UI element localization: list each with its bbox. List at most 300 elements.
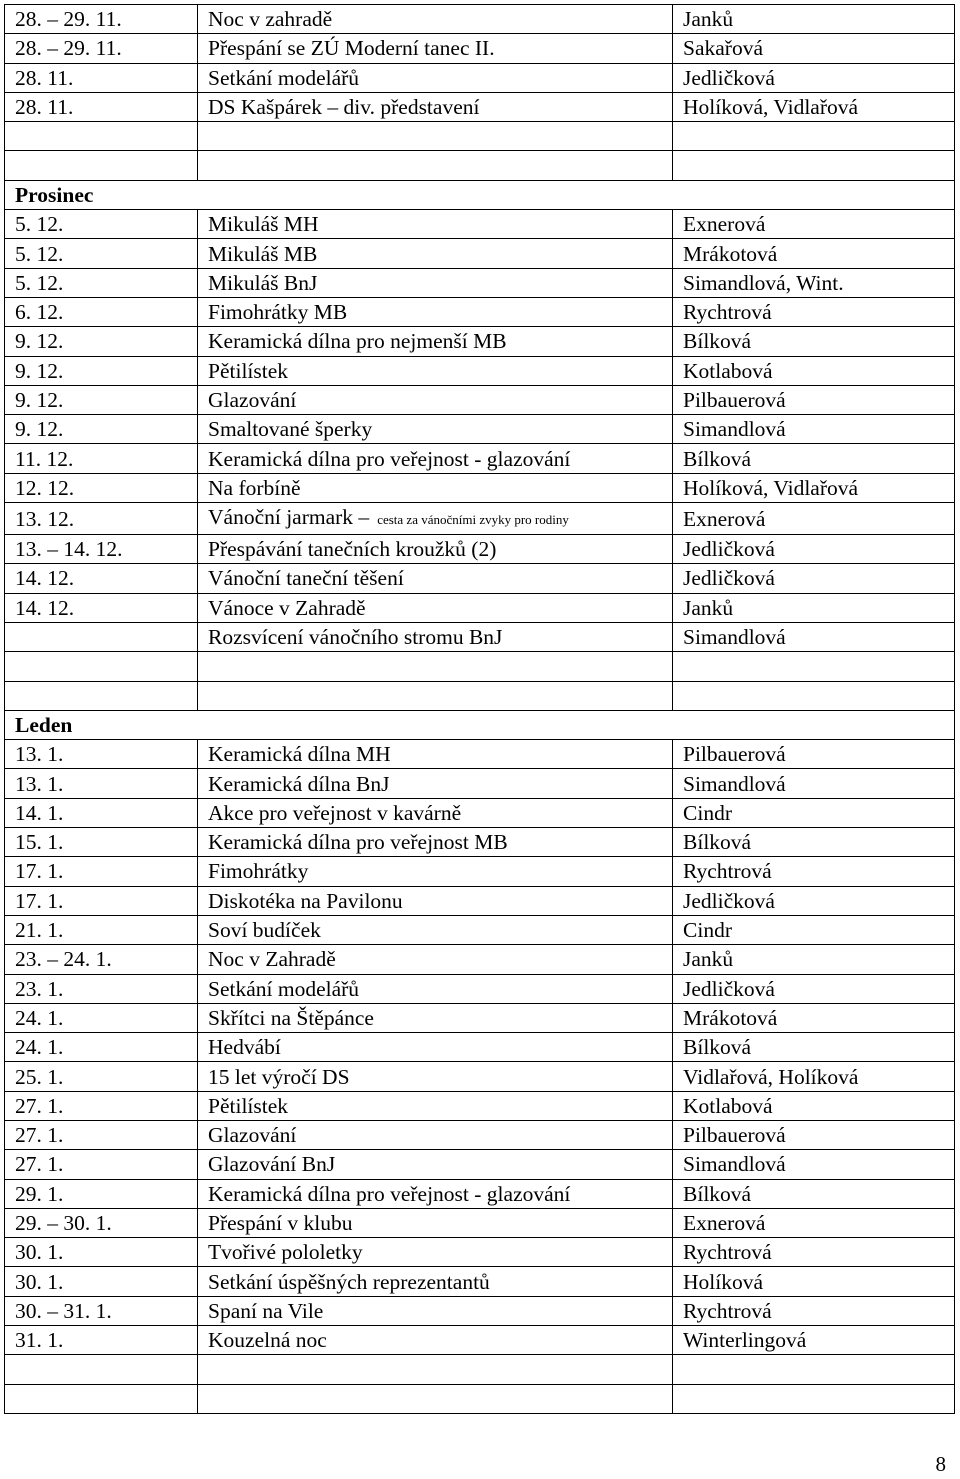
- date-cell-text: 23. – 24. 1.: [15, 947, 112, 972]
- event-cell: [198, 415, 673, 444]
- person-cell: [673, 945, 955, 974]
- date-cell: [5, 945, 198, 974]
- date-cell-text: 5. 12.: [15, 270, 64, 295]
- person-cell: [673, 886, 955, 915]
- table-row: [5, 857, 955, 886]
- person-cell-text: Bílková: [683, 446, 752, 471]
- event-cell-text: Glazování BnJ: [208, 1152, 336, 1177]
- table-row: [5, 1355, 955, 1384]
- event-cell: [198, 1238, 673, 1267]
- month-row: [5, 180, 955, 209]
- table-row: [5, 385, 955, 414]
- person-cell-text: Holíková: [683, 1269, 764, 1294]
- date-cell-text: 25. 1.: [15, 1064, 64, 1089]
- table-row: [5, 239, 955, 268]
- date-cell: [5, 1033, 198, 1062]
- date-cell-text: 24. 1.: [15, 1035, 64, 1060]
- event-cell-text: Přespávání tanečních kroužků (2): [208, 537, 497, 562]
- event-cell: [198, 356, 673, 385]
- date-cell: [5, 798, 198, 827]
- table-row: [5, 1384, 955, 1413]
- table-row: [5, 34, 955, 63]
- event-cell-text: Keramická dílna pro nejmenší MB: [208, 329, 507, 354]
- person-cell: [673, 593, 955, 622]
- date-cell-text: 31. 1.: [15, 1328, 64, 1353]
- event-cell-text: Fimohrátky: [208, 859, 309, 884]
- table-row: [5, 1091, 955, 1120]
- date-cell-text: 27. 1.: [15, 1152, 64, 1177]
- table-row: [5, 1120, 955, 1149]
- table-row: [5, 1033, 955, 1062]
- person-cell-text: Janků: [683, 7, 734, 32]
- date-cell: [5, 1355, 198, 1384]
- date-cell: [5, 535, 198, 564]
- person-cell: [673, 1267, 955, 1296]
- event-cell: [198, 1003, 673, 1032]
- event-cell: [198, 681, 673, 710]
- person-cell: [673, 1384, 955, 1413]
- person-cell-text: Exnerová: [683, 506, 766, 531]
- event-cell: [198, 503, 673, 535]
- person-cell: [673, 652, 955, 681]
- table-row: [5, 444, 955, 473]
- person-cell-text: Janků: [683, 947, 734, 972]
- event-cell: [198, 974, 673, 1003]
- date-cell: [5, 564, 198, 593]
- event-cell: [198, 92, 673, 121]
- person-cell: [673, 385, 955, 414]
- month-heading: Prosinec: [5, 180, 955, 209]
- event-cell-text: Noc v Zahradě: [208, 947, 336, 972]
- person-cell: [673, 210, 955, 239]
- person-cell: [673, 1208, 955, 1237]
- event-cell-text: Setkání úspěšných reprezentantů: [208, 1269, 490, 1294]
- event-cell-text: Mikuláš BnJ: [208, 270, 318, 295]
- event-cell-text: Setkání modelářů: [208, 976, 360, 1001]
- person-cell: [673, 564, 955, 593]
- date-cell-text: 30. – 31. 1.: [15, 1298, 112, 1323]
- date-cell: [5, 385, 198, 414]
- event-cell: [198, 210, 673, 239]
- event-cell-text: Fimohrátky MB: [208, 300, 348, 325]
- schedule-body: [5, 5, 955, 1414]
- event-cell-text: Noc v zahradě: [208, 7, 333, 32]
- table-row: [5, 1208, 955, 1237]
- table-row: [5, 503, 955, 535]
- event-cell: [198, 622, 673, 651]
- person-cell-text: Simandlová: [683, 771, 786, 796]
- person-cell-text: Rychtrová: [683, 1298, 772, 1323]
- table-row: [5, 92, 955, 121]
- person-cell-text: Mrákotová: [683, 241, 778, 266]
- event-cell: [198, 34, 673, 63]
- table-row: [5, 974, 955, 1003]
- table-row: [5, 652, 955, 681]
- event-cell: [198, 593, 673, 622]
- table-row: [5, 268, 955, 297]
- date-cell: [5, 444, 198, 473]
- person-cell: [673, 622, 955, 651]
- person-cell: [673, 1062, 955, 1091]
- table-row: [5, 327, 955, 356]
- event-cell-text: Keramická dílna pro veřejnost MB: [208, 830, 508, 855]
- person-cell-text: Winterlingová: [683, 1328, 807, 1353]
- event-cell: [198, 268, 673, 297]
- event-cell: [198, 1150, 673, 1179]
- table-row: [5, 63, 955, 92]
- event-cell-text: Mikuláš MH: [208, 212, 319, 237]
- person-cell-text: Kotlabová: [683, 358, 773, 383]
- table-row: [5, 1296, 955, 1325]
- date-cell: [5, 503, 198, 535]
- date-cell: [5, 857, 198, 886]
- event-cell: [198, 740, 673, 769]
- date-cell: [5, 122, 198, 151]
- person-cell-text: Cindr: [683, 918, 732, 943]
- event-cell: [198, 239, 673, 268]
- person-cell-text: Bílková: [683, 329, 752, 354]
- table-row: [5, 1267, 955, 1296]
- person-cell-text: Holíková, Vidlařová: [683, 475, 859, 500]
- person-cell: [673, 1238, 955, 1267]
- date-cell: [5, 1120, 198, 1149]
- event-cell-text: DS Kašpárek – div. představení: [208, 95, 480, 120]
- event-cell-text: Glazování: [208, 1123, 297, 1148]
- table-row: [5, 473, 955, 502]
- person-cell-text: Bílková: [683, 830, 752, 855]
- person-cell-text: Pilbauerová: [683, 388, 786, 412]
- date-cell-text: 9. 12.: [15, 417, 64, 442]
- event-cell: [198, 1208, 673, 1237]
- person-cell: [673, 769, 955, 798]
- person-cell: [673, 1091, 955, 1120]
- event-cell: [198, 122, 673, 151]
- date-cell-text: 15. 1.: [15, 830, 64, 855]
- event-cell: [198, 857, 673, 886]
- person-cell: [673, 535, 955, 564]
- event-cell: [198, 886, 673, 915]
- event-cell-text: Vánoční jarmark –: [208, 505, 370, 530]
- date-cell-text: 29. – 30. 1.: [15, 1211, 112, 1236]
- date-cell-text: 13. – 14. 12.: [15, 537, 123, 562]
- event-cell: [198, 473, 673, 502]
- person-cell-text: Exnerová: [683, 1211, 766, 1236]
- date-cell: [5, 1091, 198, 1120]
- event-cell: [198, 1033, 673, 1062]
- table-row: [5, 1179, 955, 1208]
- event-cell: [198, 798, 673, 827]
- event-cell-text: Akce pro veřejnost v kavárně: [208, 800, 462, 825]
- person-cell-text: Cindr: [683, 800, 732, 825]
- date-cell-text: 14. 12.: [15, 595, 75, 620]
- event-cell: [198, 1355, 673, 1384]
- event-cell: [198, 1120, 673, 1149]
- date-cell: [5, 828, 198, 857]
- month-heading: Leden: [5, 710, 955, 739]
- person-cell: [673, 444, 955, 473]
- date-cell: [5, 681, 198, 710]
- date-cell-text: 27. 1.: [15, 1093, 64, 1118]
- date-cell: [5, 63, 198, 92]
- table-row: [5, 297, 955, 326]
- event-cell-text: Rozsvícení vánočního stromu BnJ: [208, 625, 503, 650]
- table-row: [5, 1150, 955, 1179]
- event-cell-text: Keramická dílna pro veřejnost - glazování: [208, 446, 571, 471]
- event-cell-text: Pětilístek: [208, 1093, 289, 1118]
- event-cell: [198, 1179, 673, 1208]
- event-cell-text: Vánoční taneční těšení: [208, 566, 404, 591]
- event-cell-text: Smaltované šperky: [208, 417, 373, 442]
- event-cell: [198, 828, 673, 857]
- person-cell: [673, 268, 955, 297]
- event-cell-text: Vánoce v Zahradě: [208, 595, 366, 620]
- date-cell: [5, 915, 198, 944]
- month-row: [5, 710, 955, 739]
- event-cell-text: Keramická dílna BnJ: [208, 771, 390, 796]
- date-cell-text: 9. 12.: [15, 329, 64, 354]
- table-row: [5, 1238, 955, 1267]
- event-cell-text: Soví budíček: [208, 918, 321, 943]
- event-cell-text: Setkání modelářů: [208, 65, 360, 90]
- date-cell-text: 17. 1.: [15, 859, 64, 884]
- event-cell-text: Na forbíně: [208, 475, 301, 500]
- date-cell: [5, 356, 198, 385]
- date-cell-text: 28. 11.: [15, 65, 74, 90]
- person-cell-text: Simandlová, Wint.: [683, 270, 844, 295]
- person-cell: [673, 1120, 955, 1149]
- event-cell: [198, 385, 673, 414]
- event-cell-text: Keramická dílna pro veřejnost - glazování: [208, 1181, 571, 1206]
- event-cell-text: Keramická dílna MH: [208, 742, 391, 767]
- date-cell-text: 5. 12.: [15, 241, 64, 266]
- table-row: [5, 535, 955, 564]
- table-row: [5, 356, 955, 385]
- date-cell: [5, 1208, 198, 1237]
- table-row: [5, 681, 955, 710]
- event-cell: [198, 1062, 673, 1091]
- date-cell: [5, 740, 198, 769]
- table-row: [5, 622, 955, 651]
- event-cell-text: Kouzelná noc: [208, 1328, 327, 1353]
- person-cell-text: Simandlová: [683, 417, 786, 442]
- table-row: [5, 151, 955, 180]
- date-cell-text: 11. 12.: [15, 446, 74, 471]
- person-cell: [673, 1033, 955, 1062]
- table-row: [5, 1326, 955, 1355]
- event-cell: [198, 5, 673, 34]
- person-cell-text: Vidlařová, Holíková: [683, 1064, 859, 1089]
- person-cell-text: Exnerová: [683, 212, 766, 237]
- table-row: [5, 915, 955, 944]
- person-cell: [673, 473, 955, 502]
- person-cell-text: Jedličková: [683, 888, 775, 913]
- date-cell: [5, 473, 198, 502]
- person-cell: [673, 92, 955, 121]
- table-row: [5, 769, 955, 798]
- date-cell-text: 12. 12.: [15, 475, 75, 500]
- event-cell: [198, 564, 673, 593]
- event-cell-text: Skřítci na Štěpánce: [208, 1005, 374, 1030]
- person-cell-text: Kotlabová: [683, 1093, 773, 1118]
- date-cell: [5, 1267, 198, 1296]
- event-cell: [198, 327, 673, 356]
- person-cell: [673, 740, 955, 769]
- person-cell-text: Rychtrová: [683, 859, 772, 884]
- date-cell-text: 29. 1.: [15, 1181, 64, 1206]
- person-cell-text: Simandlová: [683, 625, 786, 650]
- date-cell: [5, 327, 198, 356]
- date-cell: [5, 886, 198, 915]
- event-cell-text: Spaní na Vile: [208, 1298, 324, 1323]
- person-cell: [673, 1179, 955, 1208]
- person-cell: [673, 122, 955, 151]
- event-note: cesta za vánočními zvyky pro rodiny: [377, 512, 569, 528]
- person-cell: [673, 151, 955, 180]
- event-cell-text: 15 let výročí DS: [208, 1064, 350, 1089]
- person-cell-text: Pilbauerová: [683, 742, 786, 767]
- date-cell: [5, 5, 198, 34]
- event-cell: [198, 1326, 673, 1355]
- event-cell: [198, 151, 673, 180]
- date-cell-text: 13. 12.: [15, 506, 75, 531]
- event-cell: [198, 769, 673, 798]
- date-cell: [5, 268, 198, 297]
- person-cell: [673, 974, 955, 1003]
- date-cell-text: 21. 1.: [15, 918, 64, 943]
- date-cell-text: 14. 1.: [15, 800, 64, 825]
- table-row: [5, 886, 955, 915]
- person-cell-text: Bílková: [683, 1181, 752, 1206]
- person-cell-text: Simandlová: [683, 1152, 786, 1177]
- event-cell: [198, 63, 673, 92]
- event-cell: [198, 915, 673, 944]
- table-row: [5, 564, 955, 593]
- person-cell: [673, 415, 955, 444]
- person-cell-text: Jedličková: [683, 65, 775, 90]
- event-cell-text: Přespání se ZÚ Moderní tanec II.: [208, 36, 495, 61]
- person-cell: [673, 681, 955, 710]
- person-cell: [673, 1003, 955, 1032]
- person-cell: [673, 1296, 955, 1325]
- date-cell: [5, 1238, 198, 1267]
- person-cell: [673, 356, 955, 385]
- date-cell: [5, 1179, 198, 1208]
- person-cell-text: Janků: [683, 595, 734, 620]
- table-row: [5, 1062, 955, 1091]
- date-cell: [5, 34, 198, 63]
- event-cell: [198, 1384, 673, 1413]
- person-cell: [673, 798, 955, 827]
- event-cell: [198, 535, 673, 564]
- table-row: [5, 593, 955, 622]
- event-cell-text: Tvořivé pololetky: [208, 1240, 363, 1265]
- person-cell-text: Pilbauerová: [683, 1123, 786, 1148]
- date-cell: [5, 974, 198, 1003]
- date-cell-text: 14. 12.: [15, 566, 75, 591]
- event-cell: [198, 297, 673, 326]
- date-cell-text: 27. 1.: [15, 1123, 64, 1148]
- date-cell: [5, 1384, 198, 1413]
- person-cell-text: Sakařová: [683, 36, 763, 61]
- date-cell: [5, 1003, 198, 1032]
- date-cell: [5, 1296, 198, 1325]
- date-cell-text: 30. 1.: [15, 1269, 64, 1294]
- person-cell: [673, 297, 955, 326]
- date-cell-text: 13. 1.: [15, 771, 64, 796]
- event-cell: [198, 1091, 673, 1120]
- event-cell: [198, 1296, 673, 1325]
- person-cell-text: Jedličková: [683, 976, 775, 1001]
- date-cell: [5, 652, 198, 681]
- event-cell: [198, 444, 673, 473]
- person-cell: [673, 828, 955, 857]
- date-cell: [5, 92, 198, 121]
- date-cell-text: 9. 12.: [15, 388, 64, 412]
- person-cell: [673, 239, 955, 268]
- event-cell-text: Pětilístek: [208, 358, 289, 383]
- event-cell: [198, 652, 673, 681]
- date-cell-text: 30. 1.: [15, 1240, 64, 1265]
- schedule-table: [4, 4, 955, 1414]
- person-cell: [673, 1150, 955, 1179]
- person-cell: [673, 503, 955, 535]
- date-cell: [5, 151, 198, 180]
- date-cell-text: 28. – 29. 11.: [15, 7, 122, 32]
- event-cell: [198, 1267, 673, 1296]
- page-number: 8: [935, 1452, 946, 1476]
- person-cell: [673, 327, 955, 356]
- date-cell: [5, 210, 198, 239]
- person-cell: [673, 857, 955, 886]
- person-cell-text: Jedličková: [683, 537, 775, 562]
- person-cell: [673, 915, 955, 944]
- date-cell: [5, 297, 198, 326]
- table-row: [5, 740, 955, 769]
- person-cell: [673, 5, 955, 34]
- date-cell-text: 13. 1.: [15, 742, 64, 767]
- person-cell-text: Holíková, Vidlařová: [683, 95, 859, 120]
- person-cell: [673, 34, 955, 63]
- event-cell-text: Glazování: [208, 388, 297, 412]
- table-row: [5, 798, 955, 827]
- date-cell-text: 17. 1.: [15, 888, 64, 913]
- date-cell-text: 6. 12.: [15, 300, 64, 325]
- date-cell-text: 5. 12.: [15, 212, 64, 237]
- date-cell: [5, 1062, 198, 1091]
- table-row: [5, 828, 955, 857]
- date-cell: [5, 1326, 198, 1355]
- table-row: [5, 210, 955, 239]
- event-cell: [198, 945, 673, 974]
- date-cell: [5, 769, 198, 798]
- person-cell-text: Rychtrová: [683, 1240, 772, 1265]
- event-cell-text: Diskotéka na Pavilonu: [208, 888, 403, 913]
- table-row: [5, 5, 955, 34]
- event-cell-text: Přespání v klubu: [208, 1211, 353, 1236]
- date-cell-text: 9. 12.: [15, 358, 64, 383]
- person-cell: [673, 63, 955, 92]
- person-cell: [673, 1355, 955, 1384]
- person-cell-text: Bílková: [683, 1035, 752, 1060]
- date-cell: [5, 593, 198, 622]
- person-cell: [673, 1326, 955, 1355]
- person-cell-text: Rychtrová: [683, 300, 772, 325]
- date-cell: [5, 239, 198, 268]
- event-cell-text: Hedvábí: [208, 1035, 281, 1060]
- person-cell-text: Jedličková: [683, 566, 775, 591]
- person-cell-text: Mrákotová: [683, 1005, 778, 1030]
- date-cell-text: 28. – 29. 11.: [15, 36, 122, 61]
